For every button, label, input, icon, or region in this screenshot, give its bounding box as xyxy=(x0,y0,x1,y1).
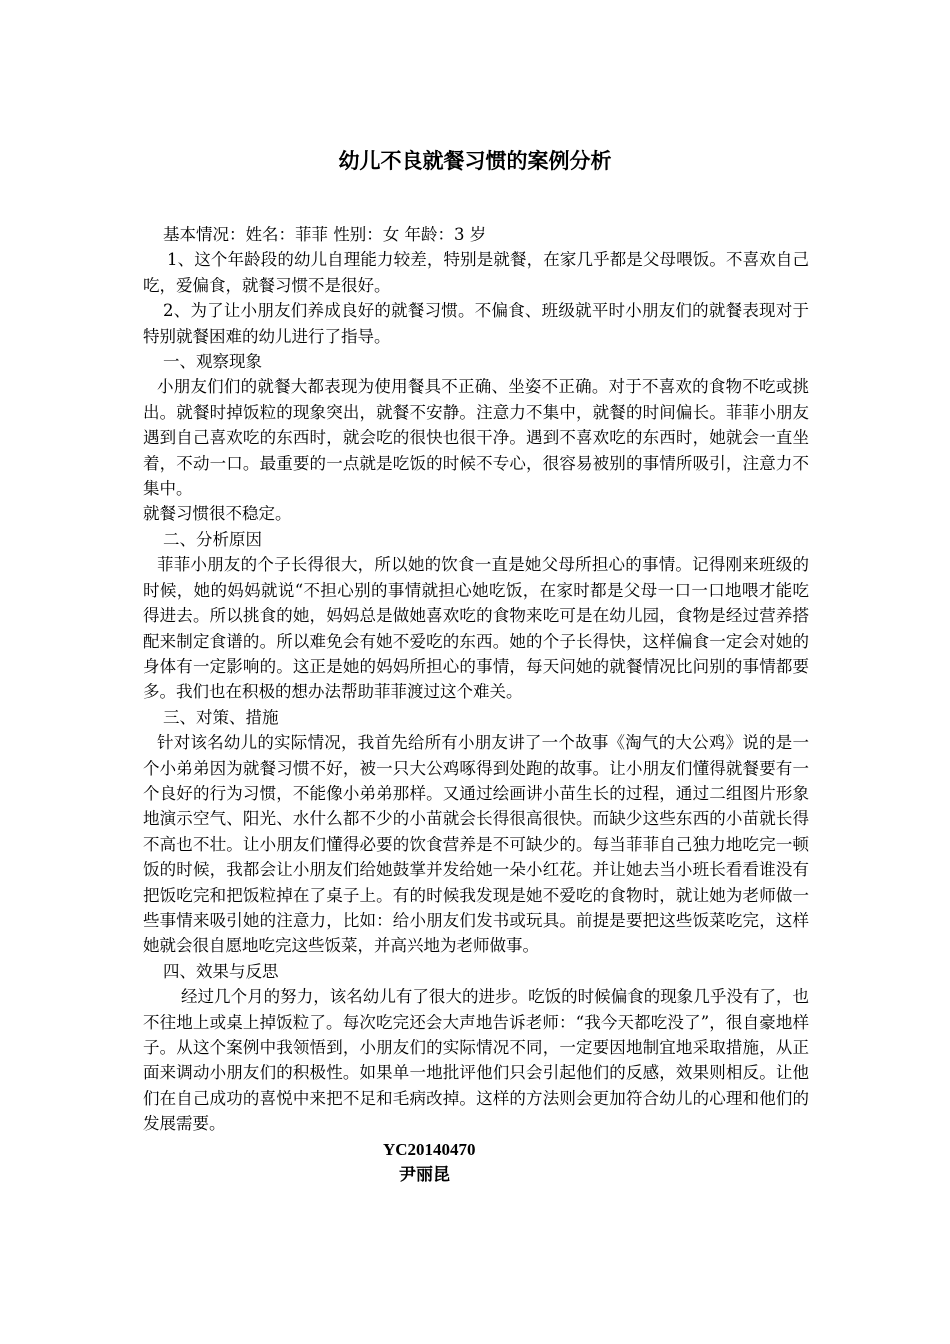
signature-code: YC20140470 xyxy=(383,1139,476,1159)
section-3-heading: 三、对策、措施 xyxy=(163,707,279,727)
point-2: 2、为了让小朋友们养成良好的就餐习惯。不偏食、班级就平时小朋友们的就餐表现对于特别就餐困难的幼儿进行了指导。 xyxy=(143,301,809,346)
section-4-text: 经过几个月的努力，该名幼儿有了很大的进步。吃饭的时候偏食的现象几乎没有了，也不往地上或桌上掉饭粒了。每次吃完还会大声地告诉老师：“我今天都吃没了”，很自豪地样子。从这个案例中我领悟到，小朋友们的实际情况不同，一定要因地制宜地采取措施，从正面来调动小朋友们的积极性。如果单一地批评他们只会引起他们的反感，效果则相反。让他们在自己成功的喜悦中来把不足和毛病改掉。这样的方法则会更加符合幼儿的心理和他们的发展需要。 xyxy=(143,987,809,1134)
section-3-text: 针对该名幼儿的实际情况，我首先给所有小朋友讲了一个故事《淘气的大公鸡》说的是一个小弟弟因为就餐习惯不好，被一只大公鸡啄得到处跑的故事。让小朋友们懂得就餐要有一个良好的行为习惯，不能像小弟弟那样。又通过绘画讲小苗生长的过程，通过二组图片形象地演示空气、阳光、水什么都不少的小苗就会长得很高很快。而缺少这些东西的小苗就长得不高也不壮。让小朋友们懂得必要的饮食营养是不可缺少的。每当菲菲自己独力地吃完一顿饭的时候，我都会让小朋友们给她鼓掌并发给她一朵小红花。并让她去当小班长看看谁没有把饭吃完和把饭粒掉在了桌子上。有的时候我发现是她不爱吃的食物时，就让她为老师做一些事情来吸引她的注意力，比如：给小朋友们发书或玩具。前提是要把这些饭菜吃完，这样她就会很自愿地吃完这些饭菜，并高兴地为老师做事。 xyxy=(143,733,809,956)
section-2-text: 菲菲小朋友的个子长得很大，所以她的饮食一直是她父母所担心的事情。记得刚来班级的时候，她的妈妈就说“不担心别的事情就担心她吃饭，在家时都是父母一口一口地喂才能吃得进去。所以挑食的她，妈妈总是做她喜欢吃的食物来吃可是在幼儿园，食物是经过营养搭配来制定食谱的。所以难免会有她不爱吃的东西。她的个子长得快，这样偏食一定会对她的身体有一定影响的。这正是她的妈妈所担心的事情，每天问她的就餐情况比问别的事情都要多。我们也在积极的想办法帮助菲菲渡过这个难关。 xyxy=(143,555,809,702)
signature-name: 尹丽昆 xyxy=(399,1164,450,1184)
section-4-heading: 四、效果与反思 xyxy=(163,961,279,981)
point-1: 1、这个年龄段的幼儿自理能力较差，特别是就餐，在家几乎都是父母喂饭。不喜欢自己吃，爱偏食，就餐习惯不是很好。 xyxy=(143,250,809,295)
document-body xyxy=(143,222,809,1187)
section-1-heading: 一、观察现象 xyxy=(163,352,262,372)
basic-info: 基本情况：姓名：菲菲 性别：女 年龄：3 岁 xyxy=(163,225,487,244)
document-title: 幼儿不良就餐习惯的案例分析 xyxy=(338,149,612,173)
section-2-heading: 二、分析原因 xyxy=(163,529,262,549)
section-1-tail: 就餐习惯很不稳定。 xyxy=(143,504,292,524)
section-1-text: 小朋友们们的就餐大都表现为使用餐具不正确、坐姿不正确。对于不喜欢的食物不吃或挑出。就餐时掉饭粒的现象突出，就餐不安静。注意力不集中，就餐的时间偏长。菲菲小朋友遇到自己喜欢吃的东西时，就会吃的很快也很干净。遇到不喜欢吃的东西时，她就会一直坐着，不动一口。最重要的一点就是吃饭的时候不专心，很容易被别的事情所吸引，注意力不集中。 xyxy=(143,377,809,499)
